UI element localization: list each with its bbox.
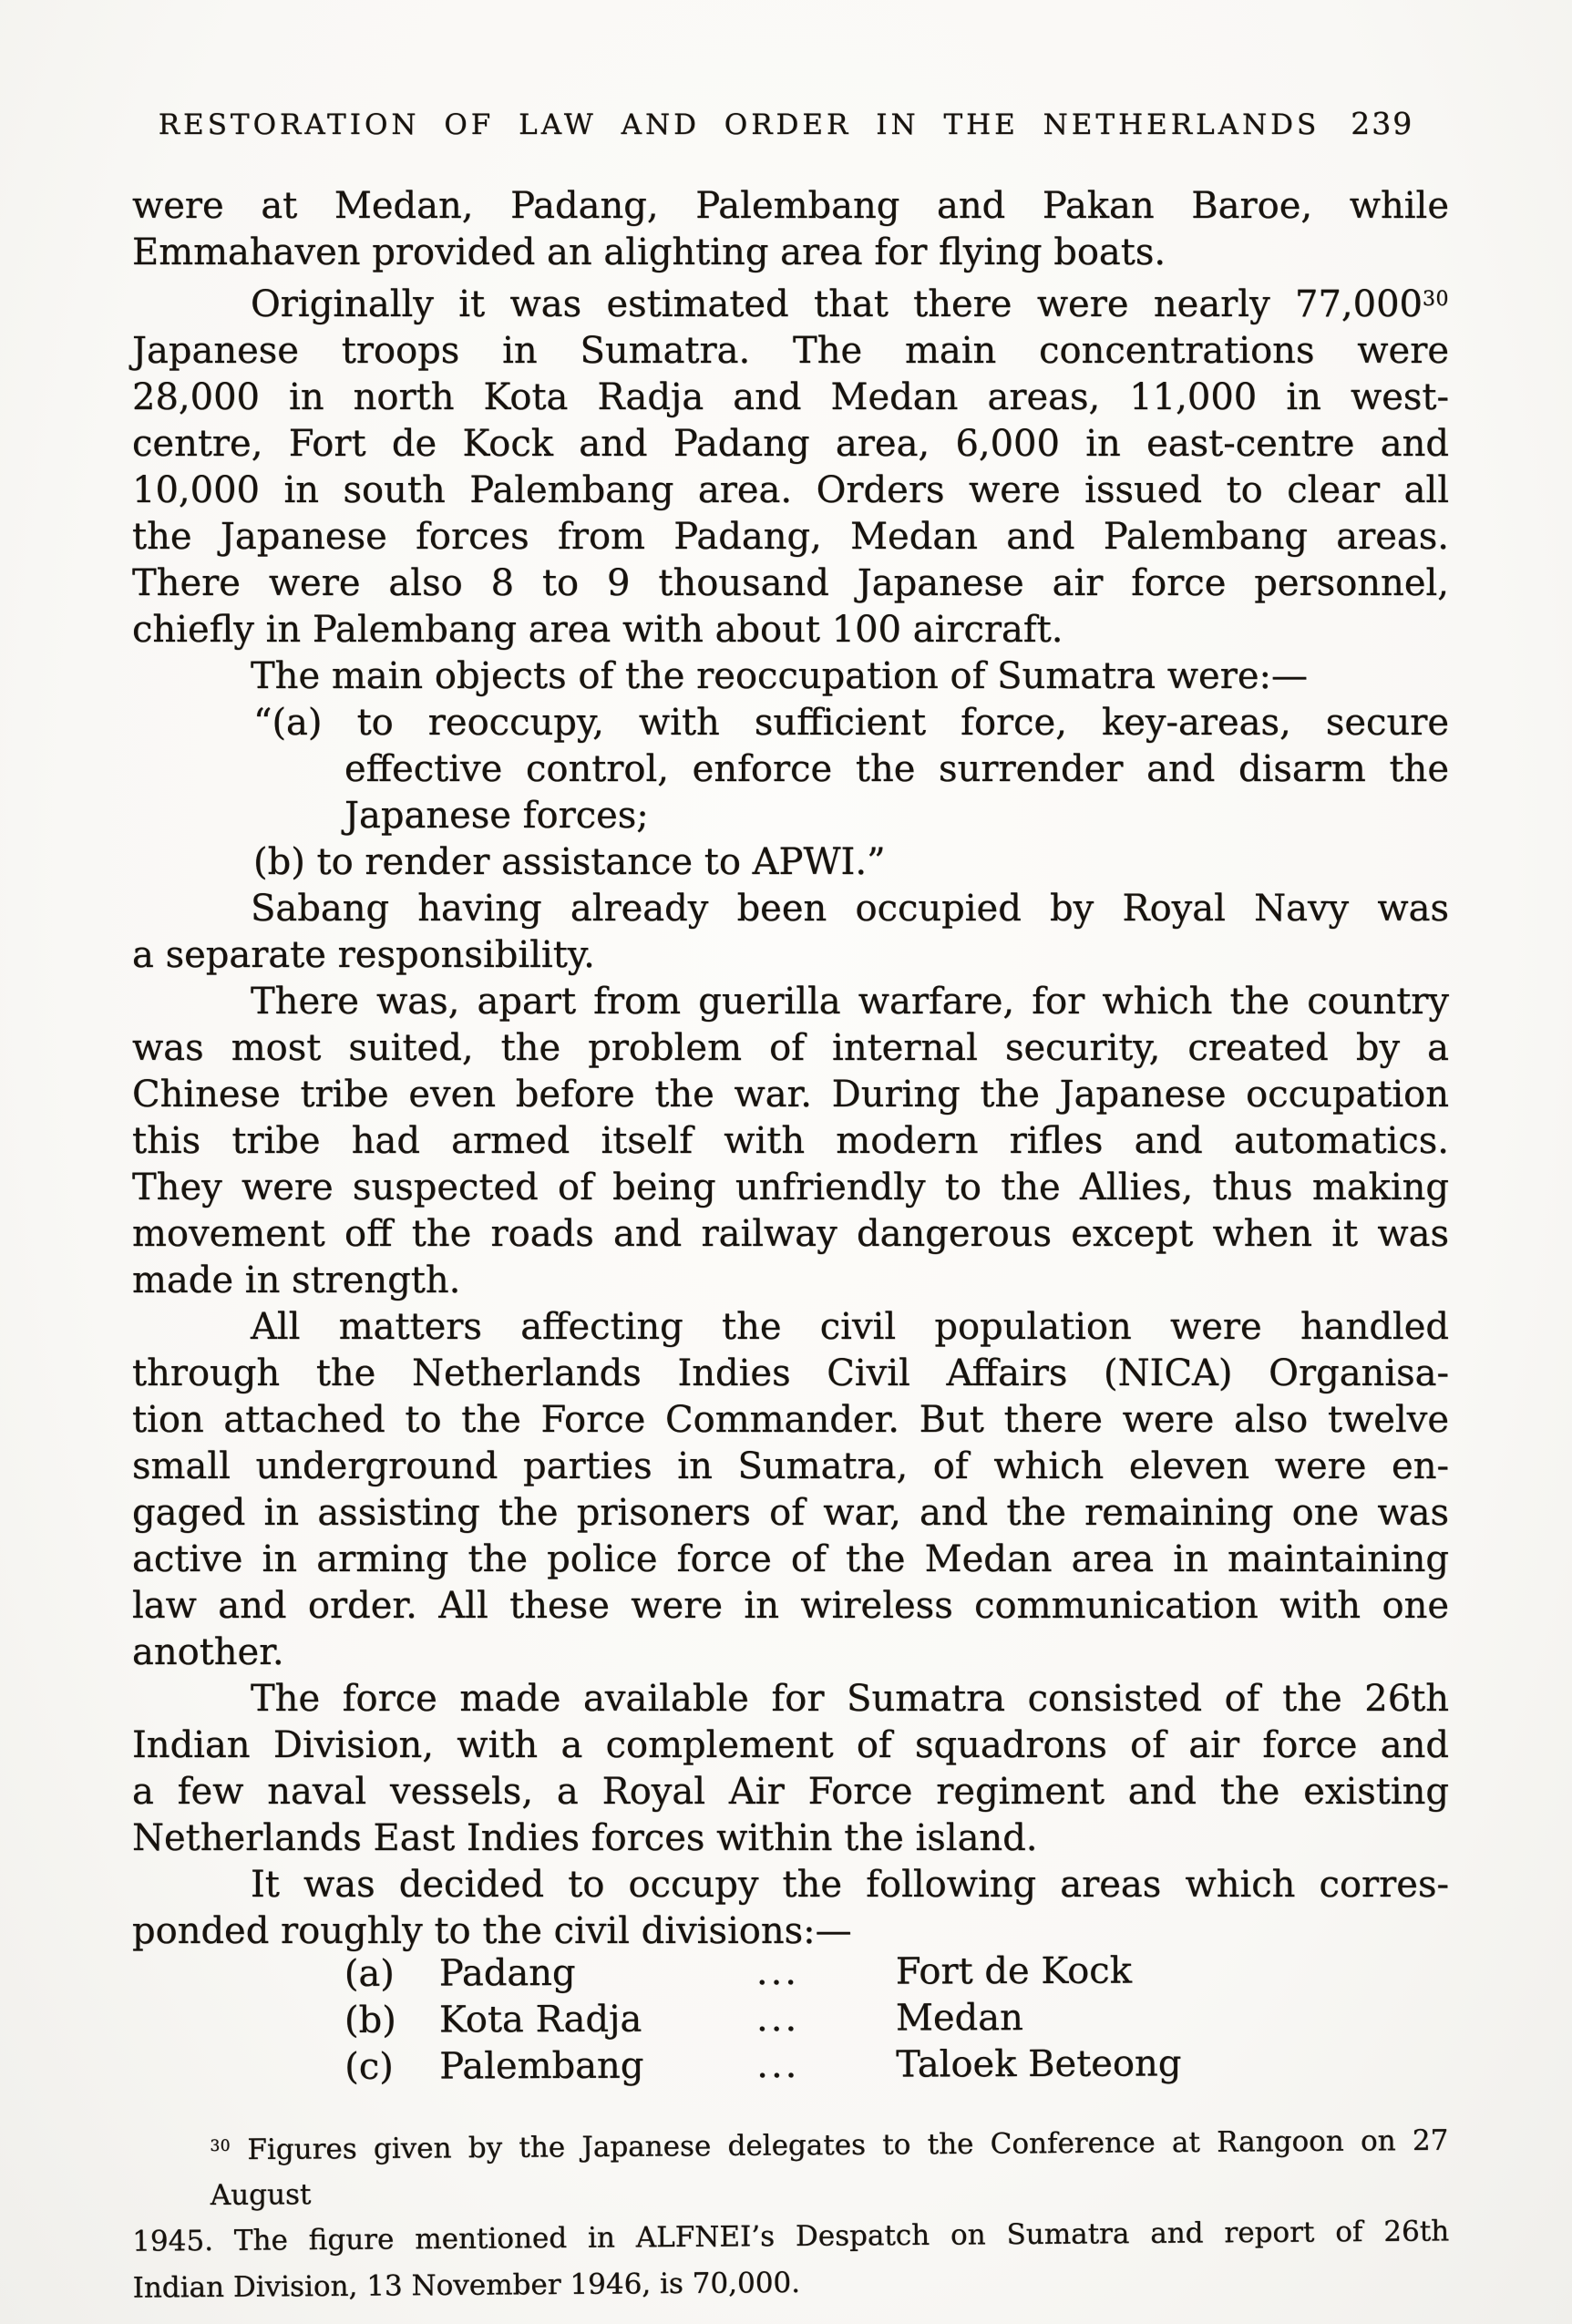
text-line [132, 514, 1449, 560]
text-line [132, 375, 1449, 421]
text-line [132, 793, 1449, 839]
text-run: another. [132, 1631, 284, 1674]
text-run: They were suspected of being unfriendly to the Allies, thus making [132, 1167, 1449, 1209]
division-label: (c) [344, 2045, 394, 2088]
text-run: Sabang having already been occupied by Royal Navy was [251, 888, 1449, 931]
text-run: active in arming the police force of the Medan area in maintaining [132, 1538, 1449, 1581]
text-line [132, 746, 1449, 793]
text-line [132, 1583, 1449, 1630]
text-line [131, 2113, 1449, 2219]
division-dots-leader: ... [755, 1997, 800, 2041]
division-area: Kota Radja [438, 1998, 642, 2041]
text-line [132, 1630, 1449, 1676]
text-run: 10,000 in south Palembang area. Orders were issued to clear all [132, 469, 1449, 512]
text-run: There were also 8 to 9 thousand Japanese air force personnel, [132, 562, 1449, 605]
division-dots-leader: ... [756, 2043, 800, 2087]
text-run: effective control, enforce the surrender and disarm the [344, 748, 1449, 791]
text-run: a few naval vessels, a Royal Air Force regiment and the existing [132, 1771, 1449, 1814]
text-line [132, 1397, 1449, 1444]
text-line [132, 1722, 1449, 1769]
text-run: Emmahaven provided an alighting area for flying boats. [132, 231, 1166, 273]
text-run: The main objects of the reoccupation of Sumatra were:— [251, 655, 1308, 698]
text-run: this tribe had armed itself with modern rifles and automatics. [132, 1120, 1449, 1163]
text-run: centre, Fort de Kock and Padang area, 6,000 in east-centre and [132, 423, 1449, 466]
text-line [132, 183, 1449, 230]
footnote-marker: 30 [1423, 288, 1449, 311]
footnote [131, 2113, 1450, 2312]
text-run: All matters affecting the civil population were handled [251, 1306, 1449, 1349]
division-label: (a) [344, 1952, 395, 1995]
text-run: Indian Division, 13 November 1946, is 70,000. [132, 2267, 801, 2306]
text-run: Chinese tribe even before the war. During the Japanese occupation [132, 1074, 1449, 1116]
text-line [132, 1072, 1449, 1118]
text-line [132, 1258, 1449, 1304]
text-run: Figures given by the Japanese delegates to the Conference at Rangoon on 27 August [210, 2123, 1449, 2213]
text-run: through the Netherlands Indies Civil Affairs (NICA) Organisa- [132, 1352, 1449, 1395]
text-run: It was decided to occupy the following areas which corres- [251, 1864, 1449, 1907]
text-run: movement off the roads and railway dangerous except when it was [132, 1213, 1449, 1256]
running-head [128, 106, 1444, 141]
text-run: 28,000 in north Kota Radja and Medan areas, 11,000 in west- [132, 376, 1449, 419]
division-label: (b) [344, 1999, 396, 2041]
text-line [132, 886, 1449, 932]
text-line [132, 230, 1449, 276]
text-run: The force made available for Sumatra consisted of the 26th [251, 1678, 1449, 1721]
text-line [132, 700, 1449, 746]
text-line [132, 1537, 1449, 1583]
text-run: was most suited, the problem of internal security, created by a [132, 1027, 1449, 1070]
body-text [132, 183, 1449, 1955]
footnote-marker: 30 [210, 2136, 231, 2156]
text-line [132, 468, 1449, 514]
text-line [132, 276, 1449, 328]
division-row [132, 1947, 1449, 1999]
text-line [132, 1165, 1449, 1211]
text-run: Indian Division, with a complement of squadrons of air force and [132, 1724, 1449, 1767]
text-run: Netherlands East Indies forces within the island. [132, 1817, 1038, 1860]
page-number: 239 [1351, 106, 1414, 141]
text-line [132, 1769, 1449, 1815]
text-line [132, 932, 1449, 979]
text-run: gaged in assisting the prisoners of war, and the remaining one was [132, 1492, 1449, 1535]
text-line [132, 1118, 1449, 1165]
division-headquarters: Medan [895, 1997, 1023, 2040]
text-line [132, 1351, 1449, 1397]
text-run: small underground parties in Sumatra, of which eleven were en- [132, 1445, 1449, 1488]
text-line [132, 560, 1449, 607]
text-line [132, 328, 1449, 375]
text-line [132, 1815, 1449, 1862]
text-run: law and order. All these were in wireless communication with one [132, 1585, 1449, 1628]
text-run: chiefly in Palembang area with about 100 aircraft. [132, 609, 1063, 652]
text-run: tion attached to the Force Commander. But there were also twelve [132, 1399, 1449, 1442]
text-run: “(a) to reoccupy, with sufficient force, key-areas, secure [253, 702, 1449, 745]
division-row [132, 1993, 1449, 2045]
text-line [132, 1676, 1449, 1722]
text-line [132, 1444, 1449, 1490]
text-run: Japanese troops in Sumatra. The main concentrations were [132, 330, 1449, 373]
text-line [132, 1025, 1449, 1072]
text-line [132, 2256, 1449, 2312]
division-dots-leader: ... [755, 1950, 800, 1994]
text-line [132, 653, 1449, 700]
text-run: 1945. The figure mentioned in ALFNEI’s Despatch on Sumatra and report of 26th [132, 2215, 1450, 2259]
text-line [132, 1862, 1449, 1908]
text-run: There was, apart from guerilla warfare, for which the country [251, 981, 1449, 1023]
text-run: ponded roughly to the civil divisions:— [132, 1910, 852, 1953]
text-line [132, 607, 1449, 653]
text-run: were at Medan, Padang, Palembang and Pakan Baroe, while [132, 185, 1449, 227]
division-area: Padang [438, 1951, 576, 1995]
text-line [132, 421, 1449, 468]
division-headquarters: Fort de Kock [895, 1949, 1132, 1993]
text-line [132, 979, 1449, 1025]
division-list [132, 1947, 1450, 2092]
text-run: the Japanese forces from Padang, Medan and Palembang areas. [132, 516, 1449, 559]
text-run: a separate responsibility. [132, 934, 595, 977]
text-run: Originally it was estimated that there were nearly 77,000 [251, 283, 1423, 326]
text-line [132, 1211, 1449, 1258]
text-run: made in strength. [132, 1260, 461, 1302]
text-line [132, 1304, 1449, 1351]
division-area: Palembang [439, 2044, 644, 2088]
text-run: Japanese forces; [344, 795, 649, 838]
division-row [132, 2040, 1449, 2092]
running-head-title: RESTORATION OF LAW AND ORDER IN THE NETHERLANDS [158, 108, 1320, 141]
division-headquarters: Taloek Beteong [896, 2042, 1182, 2086]
text-run: (b) to render assistance to APWI.” [253, 841, 886, 884]
text-line [132, 839, 1449, 886]
text-line [132, 1490, 1449, 1537]
